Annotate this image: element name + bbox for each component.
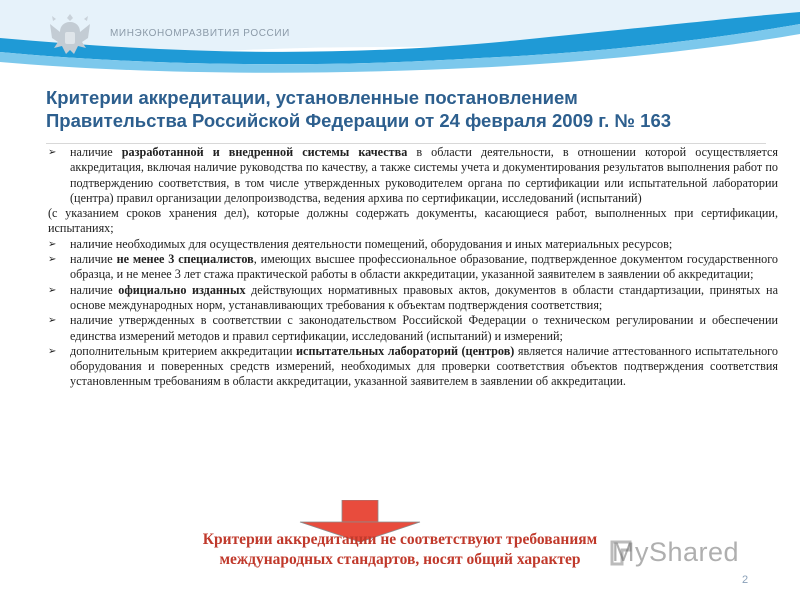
criterion-note: (с указанием сроков хранения дел), которые должны содержать документы, касающиеся работ, выполненных при сертификации, испытаниях; bbox=[48, 206, 778, 236]
slide-title bbox=[46, 86, 766, 132]
criterion-methods: ➢ наличие утвержденных в соответствии с законодательством Российской Федерации о техническом регулировании и обеспечении единства измерений методов и правил сертификации, исследований (испытаний) и измерений; bbox=[48, 313, 778, 343]
criteria-list bbox=[48, 145, 778, 390]
ministry-name: МИНЭКОНОМРАЗВИТИЯ РОССИИ bbox=[110, 28, 290, 39]
bullet-icon: ➢ bbox=[48, 254, 57, 266]
conclusion-line-1: Критерии аккредитации не соответствуют требованиям bbox=[202, 531, 598, 548]
coat-of-arms-icon bbox=[44, 8, 96, 66]
bullet-icon: ➢ bbox=[48, 315, 57, 327]
bullet-icon: ➢ bbox=[48, 345, 57, 357]
watermark: MyShared bbox=[612, 537, 740, 567]
conclusion-line-2: международных стандартов, носят общий характер bbox=[219, 551, 581, 568]
divider bbox=[46, 143, 766, 144]
title-line-1: Критерии аккредитации, установленные постановлением bbox=[46, 87, 578, 108]
bullet-icon: ➢ bbox=[48, 147, 57, 158]
page-number: 2 bbox=[742, 574, 749, 586]
bullet-icon: ➢ bbox=[48, 238, 57, 250]
criterion-specialists: ➢ наличие не менее 3 специалистов, имеющих высшее профессиональное образование, подтвержденное документом государственного образца, и не менее 3 лет стажа практической работы в области аккредитации, указанной заявителем в заявлении об аккредитации; bbox=[48, 252, 778, 282]
criterion-normative-acts: ➢ наличие официально изданных действующих нормативных правовых актов, документов в области стандартизации, принятых на основе международных норм, устанавливающих требования к объектам подтверждения соответствия; bbox=[48, 282, 778, 312]
criterion-laboratories: ➢ дополнительным критерием аккредитации испытательных лабораторий (центров) является наличие аттестованного испытательного оборудования и поверенных средств измерений, необходимых для проверки соответствия объектов подтверждения соответствия установленным требованиям в области аккредитации, указанной заявителем в заявлении об аккредитации. bbox=[48, 343, 778, 389]
title-line-2: Правительства Российской Федерации от 24 февраля 2009 г. № 163 bbox=[46, 110, 672, 131]
criterion-resources: ➢ наличие необходимых для осуществления деятельности помещений, оборудования и иных материальных ресурсов; bbox=[48, 236, 673, 251]
criterion-quality-system: ➢ наличие разработанной и внедренной системы качества в области деятельности, в отношении которой осуществляется аккредитация, включая наличие руководства по качеству, а также системы учета и документирования результатов выполнения работ по подтверждению соответствия, в том числе утвержденных руководителем органа по сертификации или испытательной лаборатории (центра) правил организации делопроизводства, ведения архива по сертификации, исследований (испытаний) bbox=[48, 145, 778, 205]
header-band bbox=[0, 0, 800, 90]
bullet-icon: ➢ bbox=[48, 284, 57, 296]
